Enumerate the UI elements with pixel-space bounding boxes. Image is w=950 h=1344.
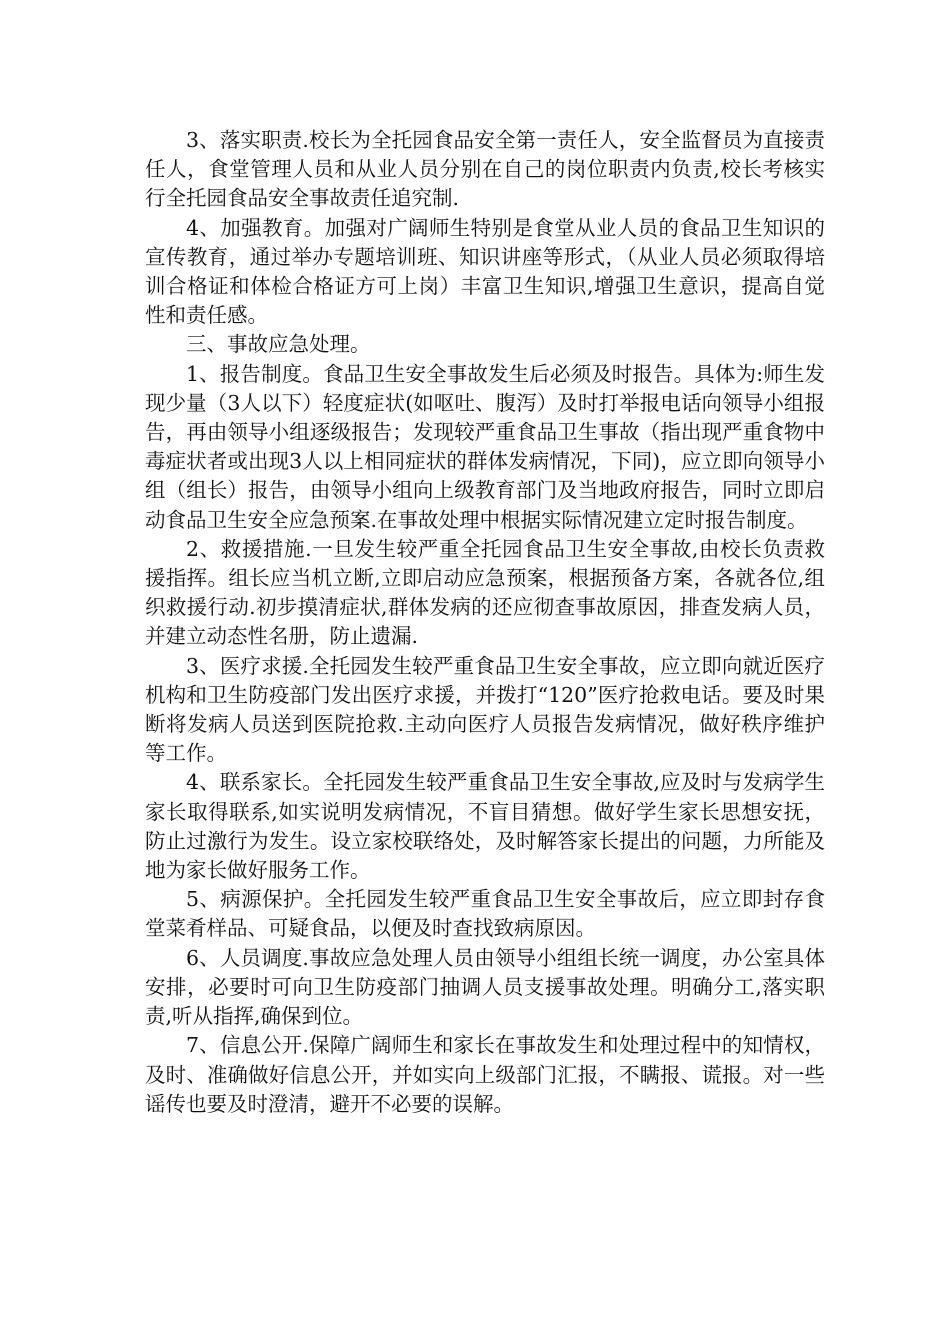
paragraph-medical-aid: 3、医疗求援.全托园发生较严重食品卫生安全事故，应立即向就近医疗机构和卫生防疫部门发出医疗求援，并拨打“120”医疗抢救电话。要及时果断将发病人员送到医院抢救.主动向医疗人员报告发病情况，做好秩序维护等工作。 — [145, 653, 825, 766]
paragraph-staff-dispatch: 6、人员调度.事故应急处理人员由领导小组组长统一调度，办公室具体安排，必要时可向卫生防疫部门抽调人员支援事故处理。明确分工,落实职责,听从指挥,确保到位。 — [145, 945, 825, 1029]
paragraph-contact-parents: 4、联系家长。全托园发生较严重食品卫生安全事故,应及时与发病学生家长取得联系,如实说明发病情况，不盲目猜想。做好学生家长思想安抚，防止过激行为发生。设立家校联络处，及时解答家长提出的问题，力所能及地为家长做好服务工作。 — [145, 770, 825, 883]
paragraph-information-disclosure: 7、信息公开.保障广阔师生和家长在事故发生和处理过程中的知情权，及时、准确做好信息公开，并如实向上级部门汇报，不瞒报、谎报。对一些谣传也要及时澄清，避开不必要的误解。 — [145, 1033, 825, 1116]
section-heading-emergency: 三、事故应急处理。 — [186, 332, 371, 357]
document-body — [145, 126, 825, 1119]
paragraph-rescue: 2、救援措施.一旦发生较严重全托园食品卫生安全事故,由校长负责救援指挥。组长应当机立断,立即启动应急预案，根据预备方案，各就各位,组织救援行动.初步摸清症状,群体发病的还应彻查事故原因，排查发病人员，并建立动态性名册，防止遗漏. — [145, 536, 825, 649]
paragraph-education: 4、加强教育。加强对广阔师生特别是食堂从业人员的食品卫生知识的宣传教育，通过举办专题培训班、知识讲座等形式，（从业人员必须取得培训合格证和体检合格证方可上岗）丰富卫生知识,增强卫生意识，提高自觉性和责任感。 — [145, 215, 825, 328]
paragraph-source-protection: 5、病源保护。全托园发生较严重食品卫生安全事故后，应立即封存食堂菜肴样品、可疑食品，以便及时查找致病原因。 — [145, 887, 825, 941]
paragraph-responsibility: 3、落实职责.校长为全托园食品安全第一责任人，安全监督员为直接责任人，食堂管理人员和从业人员分别在自己的岗位职责内负责,校长考核实行全托园食品安全事故责任追究制. — [145, 128, 825, 211]
paragraph-reporting: 1、报告制度。食品卫生安全事故发生后必须及时报告。具体为:师生发现少量（3人以下）轻度症状(如呕吐、腹泻）及时打举报电话向领导小组报告，再由领导小组逐级报告；发现较严重食品卫生事故（指出现严重食物中毒症状者或出现3人以上相同症状的群体发病情况，下同)，应立即向领导小组（组长）报告，由领导小组向上级教育部门及当地政府报告，同时立即启动食品卫生安全应急预案.在事故处理中根据实际情况建立定时报告制度。 — [145, 361, 825, 532]
